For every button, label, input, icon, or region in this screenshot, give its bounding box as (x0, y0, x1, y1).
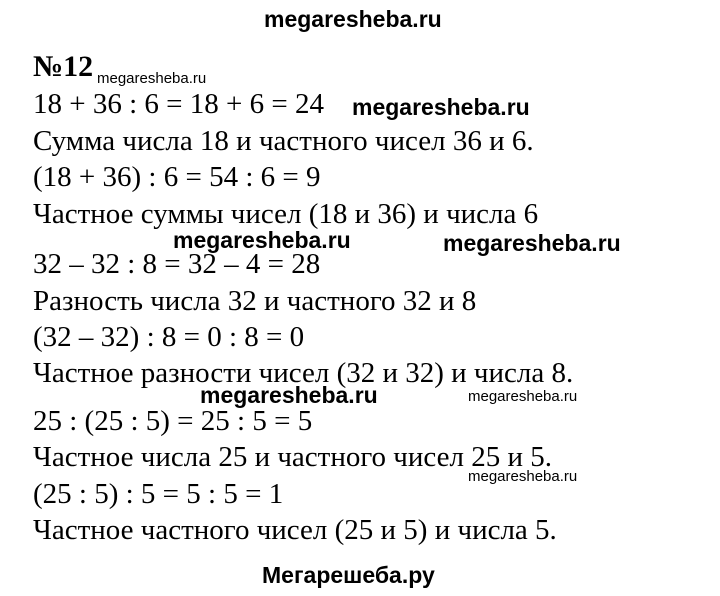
solution-line: 18 + 36 : 6 = 18 + 6 = 24 (33, 88, 324, 120)
watermark-small: megaresheba.ru (468, 388, 578, 405)
solution-line: 32 – 32 : 8 = 32 – 4 = 28 (33, 248, 321, 280)
watermark-overlay: megaresheba.ru (200, 382, 378, 408)
header-watermark: megaresheba.ru (264, 6, 442, 32)
solution-line: (32 – 32) : 8 = 0 : 8 = 0 (33, 321, 305, 353)
watermark-overlay: megaresheba.ru (173, 227, 351, 253)
footer-watermark: Мегарешеба.ру (262, 562, 435, 588)
solution-line: (18 + 36) : 6 = 54 : 6 = 9 (33, 161, 321, 193)
watermark-overlay: megaresheba.ru (443, 230, 621, 256)
solution-line: Сумма числа 18 и частного чисел 36 и 6. (33, 125, 534, 157)
problem-number: №12 (33, 50, 94, 83)
solution-line: Частное суммы чисел (18 и 36) и числа 6 (33, 198, 539, 230)
solution-line: (25 : 5) : 5 = 5 : 5 = 1 (33, 478, 284, 510)
solution-line: Разность числа 32 и частного 32 и 8 (33, 285, 477, 317)
watermark-small: megaresheba.ru (97, 70, 207, 87)
solution-line: Частное разности чисел (32 и 32) и числа 8. (33, 357, 574, 389)
watermark-small: megaresheba.ru (468, 468, 578, 485)
watermark-overlay: megaresheba.ru (352, 94, 530, 120)
solution-line: Частное частного чисел (25 и 5) и числа 5. (33, 514, 557, 546)
solution-line: Частное числа 25 и частного чисел 25 и 5. (33, 441, 552, 473)
solution-line: 25 : (25 : 5) = 25 : 5 = 5 (33, 405, 313, 437)
